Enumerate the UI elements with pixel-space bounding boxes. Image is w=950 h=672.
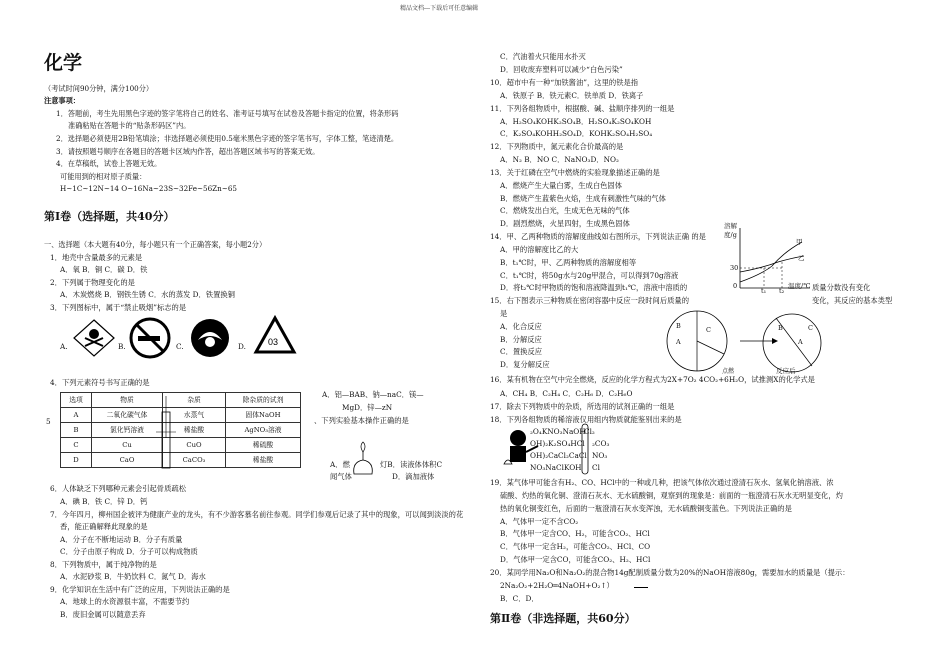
question-line: A．铁原子 B．铁元素C．铁单质 D．铁离子 xyxy=(500,91,644,100)
q3-option-d: D. xyxy=(238,342,246,351)
q18-side: ₂O₄KNO₃NaOH xyxy=(530,427,586,436)
q5-table xyxy=(60,392,301,468)
table-row xyxy=(61,423,301,438)
question-line: 9．化学知识在生活中有广泛的应用，下列说法正确的是 xyxy=(50,585,230,594)
q5-img-a: A．燃 xyxy=(330,460,350,469)
notes-title: 注意事项： xyxy=(44,96,80,105)
q18-side: OH)₂CaCl₂CaCl xyxy=(530,451,587,460)
table-header: 物质 xyxy=(92,393,163,408)
graph-tick: t₂ xyxy=(779,287,785,295)
page-title: 化学 xyxy=(44,52,83,74)
table-cell: 二氧化碳气体 xyxy=(92,408,163,423)
q5-number: 5 xyxy=(46,417,51,426)
question-line: B．气体甲一定含CO、H₂，可能含CO₂、HCl xyxy=(500,529,650,538)
table-cell: B xyxy=(61,423,92,438)
question-line: A．氧 B．铜 C．碳 D．铁 xyxy=(60,265,148,274)
graph-series-label: 乙 xyxy=(798,254,805,262)
question-line: C．置换反应 xyxy=(500,347,543,356)
recycle-icon xyxy=(252,314,298,358)
graph-tick: t₁ xyxy=(761,287,767,295)
question-line: C．气体甲一定含H₂，可能含CO₂、HCl、CO xyxy=(500,542,651,551)
question-line: 20．某同学用Na₂O和Na₂O₂的混合物14g配制质量分数为20%的NaOH溶液80g，需要加水的质量是（提示： xyxy=(490,568,850,577)
graph-ylabel: 度/g xyxy=(724,231,737,239)
question-line: D．剧烈燃烧，火星四射，生成黑色固体 xyxy=(500,219,630,228)
question-line: 3．下列图标中，属于“禁止吸烟”标志的是 xyxy=(50,303,187,312)
question-line: C．K₂SO₄KOHH₂SO₄D．KOHK₂SO₄H₂SO₄ xyxy=(500,129,653,138)
answer-blank xyxy=(634,587,648,588)
question-line: 15．右下图表示三种物质在密闭容器中反应一段时间后质量的 xyxy=(490,296,690,305)
note-line: 可能用到的相对原子质量： xyxy=(60,172,147,181)
svg-text:03: 03 xyxy=(268,337,279,347)
question-line: 13．关于红磷在空气中燃烧的实验现象描述正确的是 xyxy=(490,168,660,177)
water-saving-icon xyxy=(188,316,232,360)
question-line: C．燃烧发出白光，生成无色无味的气体 xyxy=(500,206,630,215)
question-line: 12．下列物质中，氮元素化合价最高的是 xyxy=(490,142,624,151)
test-tube-icon xyxy=(578,422,592,478)
toxic-sign-icon xyxy=(72,318,116,358)
question-line: 14．甲、乙两种物质的溶解度曲线如右图所示，下列说法正确 的是 xyxy=(490,232,706,241)
question-line: A．碘 B．铁 C．锌 D．钙 xyxy=(60,497,148,506)
question-line: A．化合反应 xyxy=(500,322,542,331)
question-line: A．H₂SO₄KOHK₂SO₄B．H₂SO₄K₂SO₄KOH xyxy=(500,117,652,126)
question-line: 质量分数没有变化 xyxy=(812,283,871,292)
question-line: 17．除去下列物质中的杂质，所选用的试剂正确的一组是 xyxy=(490,402,675,411)
q18-side: Cl xyxy=(592,463,600,472)
question-line: B．t₁℃时，甲、乙两种物质的溶解度相等 xyxy=(500,258,637,267)
q5-img-c: 闻气体 xyxy=(330,472,352,481)
question-line: A．分子在不断地运动 B．分子有质量 xyxy=(60,535,183,544)
table-cell: Cu xyxy=(92,438,163,453)
question-line: 18．下列各组物质的稀溶液仅用组内物质就能鉴别出来的是 xyxy=(490,415,682,424)
question-line: 是 xyxy=(500,309,508,318)
question-line: 11．下列各组物质中，根据酸、碱、盐顺序排列的一组是 xyxy=(490,104,675,113)
question-line: A．地球上的水资源很丰富，不需要节约 xyxy=(60,597,190,606)
circle-label: A xyxy=(676,338,681,346)
question-line: 硫酸、灼热的氧化铜、澄清石灰水、无水硫酸铜，观察到的现象是：前面的一瓶澄清石灰水无明显变化，灼 xyxy=(500,491,843,500)
question-line: A．CH₄ B．C₂H₄ C．C₂H₆ D．C₂H₆O xyxy=(500,389,633,398)
question-line: 热的氧化铜变红色，后面的一瓶澄清石灰水变浑浊，无水硫酸铜变蓝色。下列说法正确的是 xyxy=(500,504,792,513)
graph-xlabel: 温度/℃ xyxy=(788,282,811,290)
table-cell: AgNO₃溶液 xyxy=(226,423,301,438)
question-line: 16．某有机物在空气中完全燃烧，反应的化学方程式为2X+7O₂ 4CO₂+6H₂O，试推测X的化学式是 xyxy=(490,375,815,384)
q5-side-text: 、下列实验基本操作正确的是 xyxy=(314,416,409,425)
question-line: A．水泥砂浆 B．牛奶饮料 C．氮气 D．海水 xyxy=(60,572,206,581)
table-row xyxy=(61,453,301,468)
part1-heading: 第Ⅰ卷（选择题，共40分） xyxy=(44,210,175,223)
circle-label: C xyxy=(706,326,711,334)
circle-label: A xyxy=(798,338,803,346)
circle-label: C xyxy=(808,324,813,332)
table-cell: D xyxy=(61,453,92,468)
question-line: C．汽油着火只能用水扑灭 xyxy=(500,52,586,61)
question-line: 8．下列物质中，属于纯净物的是 xyxy=(50,560,157,569)
table-header: 选项 xyxy=(61,393,92,408)
q18-side: OH)₂K₂SO₄HCl xyxy=(530,439,585,448)
question-line: B．废旧金属可以随意丢弃 xyxy=(60,610,146,619)
note-line: 准确粘贴在答题卡的“贴条形码区”内。 xyxy=(68,121,191,130)
table-cell: CaCO₃ xyxy=(163,453,226,468)
q4-options-line2: MgD．锌—zN xyxy=(342,403,393,412)
table-cell: 水蒸气 xyxy=(163,408,226,423)
table-cell: A xyxy=(61,408,92,423)
question-line: D．将t₂℃时甲物质的饱和溶液降温到t₁℃，溶液中溶质的 xyxy=(500,283,688,292)
question-line: 10．超市中有一种“加铁酱油”，这里的铁是指 xyxy=(490,78,639,87)
table-row xyxy=(61,438,301,453)
note-line: H~1C~12N~14 O~16Na~23S~32Fe~56Zn~65 xyxy=(60,184,237,193)
reaction-condition: 点燃 xyxy=(722,368,735,375)
question-line: 1．地壳中含量最多的元素是 xyxy=(50,253,143,262)
note-line: 4．在草稿纸，试卷上答题无效。 xyxy=(56,159,162,168)
graph-series-label: 甲 xyxy=(796,238,803,246)
question-line: C．t₁℃时，将50g水与20g甲混合，可以得到70g溶液 xyxy=(500,271,679,280)
table-cell: 稀硫酸 xyxy=(226,438,301,453)
q5-img-d: D．滴加液体 xyxy=(392,472,435,481)
question-line: B．分解反应 xyxy=(500,335,542,344)
jia-curve xyxy=(740,242,802,282)
q5-img-b: 灯B．读液体体积C xyxy=(380,460,443,469)
question-line: A．燃烧产生大量白雾，生成白色固体 xyxy=(500,181,623,190)
table-header: 杂质 xyxy=(163,393,226,408)
table-cell: CuO xyxy=(163,438,226,453)
question-line: A．N₂ B．NO C．NaNO₃D．NO₂ xyxy=(500,155,619,164)
question-line: A．甲的溶解度比乙的大 xyxy=(500,245,579,254)
after-label: 反应后 xyxy=(776,367,796,375)
graduated-cylinder-icon xyxy=(150,392,178,472)
yi-curve xyxy=(740,256,804,272)
q3-option-c: C. xyxy=(176,342,184,351)
q3-option-a: A. xyxy=(60,342,68,351)
question-line: D．气体甲一定含CO，可能含CO₂、H₂、HCl xyxy=(500,555,651,564)
note-line: 1．答题前，考生先用黑色字迹的签字笔将自己的姓名、准考证号填写在试卷及答题卡指定的位置，将条形码 xyxy=(56,109,399,118)
table-cell: C xyxy=(61,438,92,453)
question-line: 6．人体缺乏下列哪种元素会引起骨质疏松 xyxy=(50,484,186,493)
question-line: D．回收废弃塑料可以减少“白色污染” xyxy=(500,65,623,74)
part2-heading: 第Ⅱ卷（非选择题，共60分） xyxy=(490,612,636,625)
table-cell: 稀盐酸 xyxy=(163,423,226,438)
circle-label: B xyxy=(778,324,783,332)
exam-info: （考试时间90分钟，满分100分） xyxy=(44,84,154,93)
table-cell: 稀盐酸 xyxy=(226,453,301,468)
question-line: B．燃烧产生蓝紫色火焰，生成有刺激性气味的气体 xyxy=(500,194,666,203)
question-line: 7．今年四月，柳州国企被评为健康产业的龙头，有不少游客慕名前往参观。同学们参观后记录了其中的现象，可以闻到淡淡的花 xyxy=(50,510,464,519)
q4-options-line1: A．铝—BAB、钠—naC．镁— xyxy=(322,390,424,399)
question-line: 2．下列属于物理变化的是 xyxy=(50,278,135,287)
question-line: A．气体甲一定不含CO₂ xyxy=(500,517,579,526)
question-line: 变化，其反应的基本类型 xyxy=(812,296,893,305)
q18-side: ₂CO₃ xyxy=(592,439,610,448)
question-line: D．复分解反应 xyxy=(500,360,550,369)
question-line: A．木炭燃烧 B．钢铁生锈 C．水的蒸发 D．铁置换铜 xyxy=(60,290,235,299)
table-cell: 固体NaOH xyxy=(226,408,301,423)
question-line: 2Na₂O₂+2H₂O═4NaOH+O₂↑） xyxy=(500,581,614,590)
circle-label: B xyxy=(676,322,681,330)
table-cell: 氯化钙溶液 xyxy=(92,423,163,438)
graph-ylabel: 溶解 xyxy=(724,222,737,230)
question-line: 香，能正确解释此现象的是 xyxy=(60,522,148,531)
q3-option-b: B. xyxy=(118,342,126,351)
question-line: C．分子由原子构成 D．分子可以构成物质 xyxy=(60,547,198,556)
q18-side: Cl₂ xyxy=(584,427,595,436)
note-line: 3．请按照题号顺序在各题目的答题卡区域内作答，超出答题区域书写的答案无效。 xyxy=(56,147,320,156)
question-line: B．C．D． xyxy=(500,594,539,603)
no-smoking-icon xyxy=(128,316,172,360)
table-row xyxy=(61,408,301,423)
table-cell: CaO xyxy=(92,453,163,468)
page-header: 精品文档---下载后可任意编辑 xyxy=(400,5,479,12)
q18-side: NO₃ xyxy=(592,451,608,460)
note-line: 2．选择题必须使用2B铅笔填涂；非选择题必须使用0.5毫米黑色字迹的签字笔书写，字体工整，笔迹清楚。 xyxy=(56,134,399,143)
graph-origin: 0 xyxy=(733,282,738,290)
q18-side: NO₃NaClKOH xyxy=(530,463,582,472)
table-header: 除杂质的试剂 xyxy=(226,393,301,408)
mc-heading: 一、选择题（本大题有40分，每小题只有一个正确答案，每小题2分） xyxy=(44,240,267,249)
graph-tick: 30 xyxy=(730,264,739,272)
question-line: 19．某气体甲可能含有H₂、CO、HCl中的一种或几种，把该气体依次通过澄清石灰水、氢氧化钠溶液、浓 xyxy=(490,478,834,487)
question-line: 4．下列元素符号书写正确的是 xyxy=(50,378,150,387)
